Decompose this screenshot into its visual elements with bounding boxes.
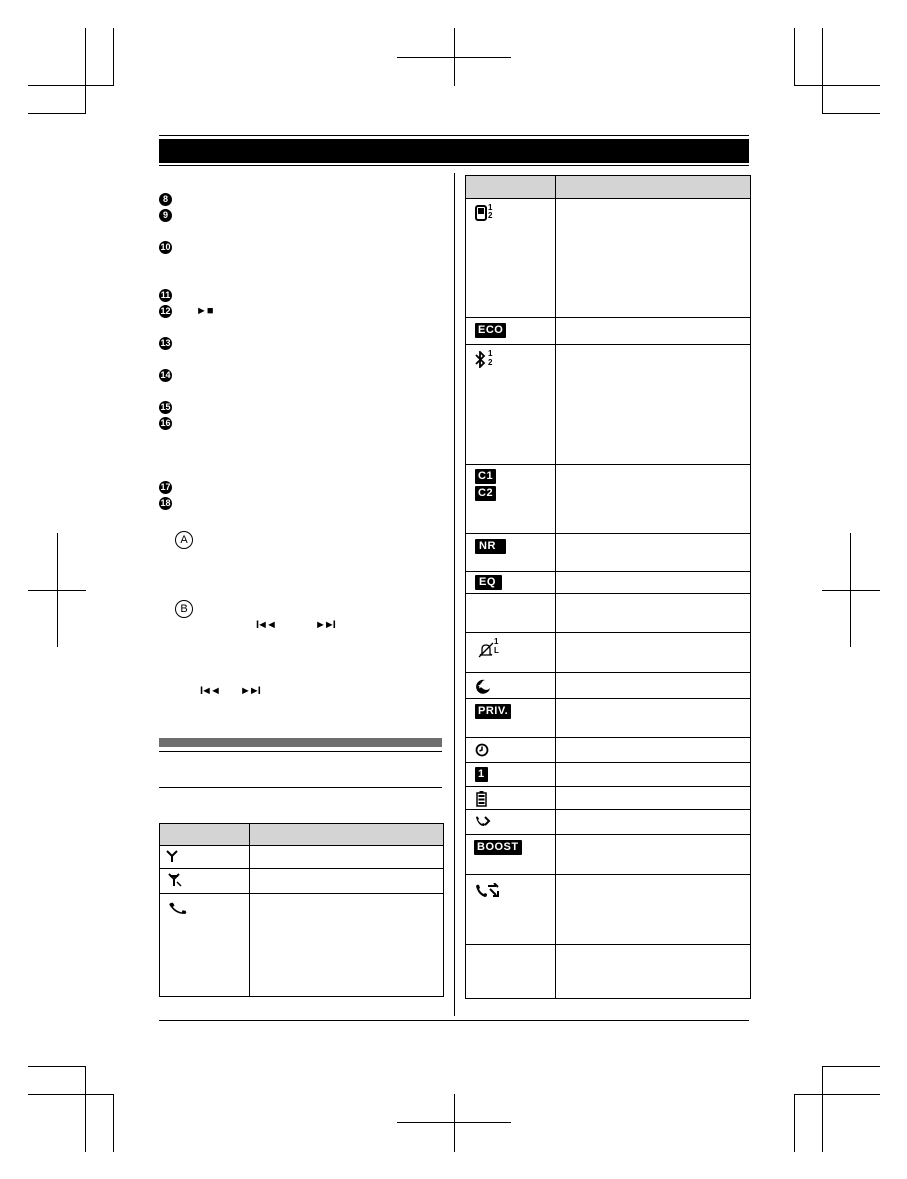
antenna-icon [166,850,178,863]
table-icon-cell [466,835,556,875]
table-desc-cell [250,894,444,997]
skip-back-symbol: I◄◄ [256,619,275,631]
list-marker: 11 [160,290,171,300]
list-marker: 17 [160,482,171,492]
boost-badge: BOOST [474,840,522,855]
table-desc-cell [556,810,751,835]
battery-icon [476,791,487,807]
table-icon-cell [466,345,556,465]
column-divider [454,173,455,1016]
eq-badge: EQ [475,575,502,590]
table-icon-cell [466,318,556,345]
header-underline [159,165,749,166]
table-icon-cell [466,810,556,835]
section-rule [159,751,442,752]
phone-icon [168,900,188,916]
section-heading-bar [159,738,442,747]
list-marker: 8 [159,193,172,206]
table-icon-cell [466,763,556,787]
night-mode-icon [475,678,491,694]
line-number-label: 2 [488,358,493,367]
list-marker: 9 [159,209,172,222]
table-desc-cell [556,738,751,763]
table-desc-cell [556,465,751,534]
skip-forward-symbol: ►►I [240,685,259,697]
table-icon-cell [466,199,556,318]
table-desc-cell [556,945,751,999]
table-header-cell [250,824,444,846]
table-header-cell [466,176,556,199]
table-desc-cell [556,199,751,318]
header-rule [159,135,749,136]
table-desc-cell [556,318,751,345]
table-icon-cell [466,875,556,945]
table-icon-cell [466,633,556,673]
skip-forward-symbol: ►►I [315,619,334,631]
priv-badge: PRIV. [475,704,511,719]
table-icon-cell [466,945,556,999]
table-icon-cell [466,572,556,594]
bluetooth-icon [474,351,486,368]
call-transfer-icon [474,883,504,901]
table-header-cell [160,824,250,846]
list-marker: 16 [160,418,171,428]
nr-badge: NR [475,539,506,554]
handset-number-badge: 1 [475,767,488,782]
table-icon-cell [160,894,250,997]
note-a-marker: A [175,531,193,549]
table-icon-cell [466,673,556,699]
table-icon-cell [466,787,556,810]
table-desc-cell [556,594,751,633]
c2-badge: C2 [475,486,496,501]
list-marker: 13 [160,338,171,348]
table-desc-cell [556,699,751,738]
line-number-label: 1 [488,203,493,212]
table-icon-cell [466,465,556,534]
call-forward-icon [474,815,492,830]
line-number-label: 1 [494,637,499,646]
list-marker: 14 [160,370,171,380]
table-icon-cell [160,846,250,869]
table-icon-cell [466,738,556,763]
footer-rule [159,1020,749,1021]
header-bar [159,139,749,163]
right-icon-table [465,175,751,999]
skip-back-symbol: I◄◄ [200,685,219,697]
section-rule [159,787,442,788]
clock-icon [475,743,489,757]
table-desc-cell [556,673,751,699]
table-desc-cell [556,763,751,787]
table-desc-cell [556,835,751,875]
table-desc-cell [556,633,751,673]
list-marker: 18 [160,498,171,508]
play-stop-symbol: ►■ [196,305,214,317]
eco-badge: ECO [475,323,506,338]
table-desc-cell [556,572,751,594]
table-icon-cell [466,534,556,572]
list-marker: 10 [160,242,171,252]
table-desc-cell [556,787,751,810]
left-icon-table [159,823,444,997]
line-number-label: 2 [488,211,493,220]
list-marker: 12 [160,306,171,316]
table-desc-cell [250,846,444,869]
note-b-marker: B [175,600,193,618]
table-icon-cell [466,594,556,633]
c1-badge: C1 [475,469,496,484]
table-desc-cell [556,534,751,572]
list-marker: 15 [160,402,171,412]
table-header-cell [556,176,751,199]
line-number-label: L [494,646,499,655]
line-number-label: 1 [488,349,493,358]
table-icon-cell [466,699,556,738]
mobile-phone-icon [475,205,487,221]
table-desc-cell [556,875,751,945]
table-desc-cell [556,345,751,465]
table-desc-cell [250,869,444,894]
antenna-flashing-icon [168,873,182,887]
table-icon-cell [160,869,250,894]
ringer-off-icon [478,642,494,658]
